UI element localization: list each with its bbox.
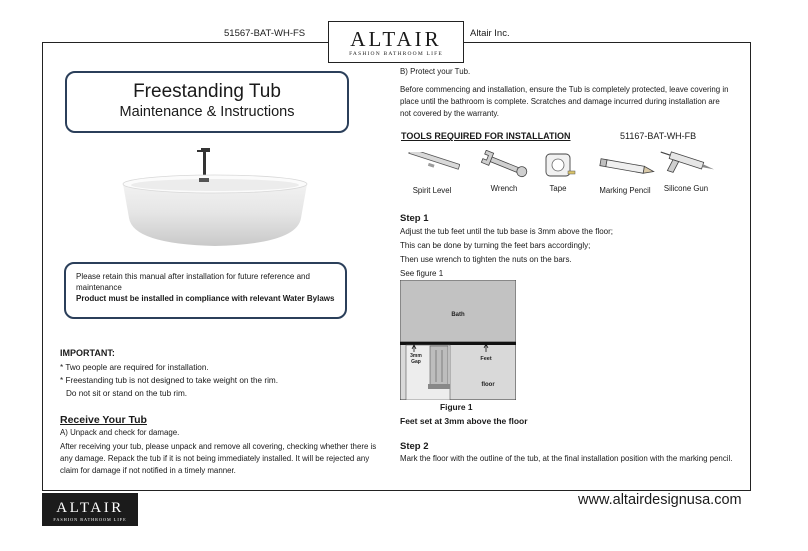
model-code: 51567-BAT-WH-FS bbox=[224, 28, 306, 39]
tool-label: Spirit Level bbox=[412, 186, 452, 195]
tape-measure-icon bbox=[540, 150, 576, 180]
tools-model-code: 51167-BAT-WH-FB bbox=[620, 131, 697, 141]
figure-subcaption: Feet set at 3mm above the floor bbox=[400, 416, 528, 426]
receive-step-a: A) Unpack and check for damage. bbox=[60, 428, 180, 437]
important-heading: IMPORTANT: bbox=[60, 348, 115, 358]
page-title: Freestanding Tub bbox=[133, 81, 281, 102]
title-box bbox=[65, 71, 349, 133]
company-name: Altair Inc. bbox=[470, 28, 510, 39]
tool-label: Marking Pencil bbox=[599, 186, 651, 195]
figure-1-diagram bbox=[400, 280, 516, 400]
step2-heading: Step 2 bbox=[400, 441, 429, 452]
fig-label-gap: 3mm bbox=[410, 353, 422, 359]
tools-heading: TOOLS REQUIRED FOR INSTALLATION bbox=[401, 131, 571, 141]
important-item: Do not sit or stand on the tub rim. bbox=[66, 389, 188, 398]
pencil-icon bbox=[594, 154, 656, 180]
tool-spirit-level bbox=[404, 152, 460, 195]
important-section bbox=[60, 347, 278, 400]
logo-word: ALTAIR bbox=[56, 500, 124, 516]
silicone-gun-icon bbox=[656, 150, 716, 180]
fig-label-gap: Gap bbox=[411, 359, 421, 365]
step1-line: This can be done by turning the feet bars accordingly; bbox=[400, 241, 591, 250]
fig-label-bath: Bath bbox=[451, 312, 465, 318]
receive-text: After receiving your tub, please unpack and remove all covering, checking whether there is any damage. Repack the tub if it is not being immediately installed. It will be rejected any claim for damage if not notified in a timely manner. bbox=[60, 442, 377, 475]
tool-wrench bbox=[478, 150, 530, 193]
tool-label: Wrench bbox=[490, 184, 518, 193]
logo-tagline: FASHION BATHROOM LIFE bbox=[53, 517, 127, 522]
tool-label: Tape bbox=[549, 184, 567, 193]
wrench-icon bbox=[478, 150, 530, 180]
receive-section bbox=[60, 414, 386, 477]
important-item: * Two people are required for installation. bbox=[60, 363, 209, 372]
tool-marking-pencil bbox=[594, 154, 656, 195]
logo-tagline: FASHION BATHROOM LIFE bbox=[349, 51, 443, 57]
tool-label: Silicone Gun bbox=[663, 184, 709, 193]
tool-tape bbox=[540, 150, 576, 193]
protect-section bbox=[400, 66, 732, 120]
fig-label-feet: Feet bbox=[480, 356, 492, 362]
website-url: www.altairdesignusa.com bbox=[578, 492, 742, 508]
bylaws-text: Product must be installed in compliance with relevant Water Bylaws bbox=[76, 294, 335, 303]
logo-word: ALTAIR bbox=[350, 27, 442, 51]
important-item: * Freestanding tub is not designed to take weight on the rim. bbox=[60, 376, 279, 385]
step1-section bbox=[400, 213, 613, 281]
retain-notice bbox=[64, 262, 347, 319]
protect-text: Before commencing and installation, ensure the Tub is completely protected, leave covering in place until the bathroom is complete. Scratches and damage incurred during installation are not covered by the warranty. bbox=[400, 85, 729, 118]
page-subtitle: Maintenance & Instructions bbox=[119, 104, 295, 120]
protect-step-b: B) Protect your Tub. bbox=[400, 67, 471, 76]
step1-line: Adjust the tub feet until the tub base is 3mm above the floor; bbox=[400, 227, 614, 236]
altair-logo bbox=[328, 21, 464, 63]
step1-line: See figure 1 bbox=[400, 269, 444, 278]
footer-logo bbox=[42, 493, 138, 526]
step1-line: Then use wrench to tighten the nuts on the bars. bbox=[400, 255, 572, 264]
step2-text: Mark the floor with the outline of the tub, at the final installation position with the marking pencil. bbox=[400, 454, 733, 463]
retain-text: Please retain this manual after installation for future reference and maintenance bbox=[76, 272, 310, 292]
figure-caption: Figure 1 bbox=[440, 402, 473, 412]
step2-section bbox=[400, 440, 740, 465]
step1-heading: Step 1 bbox=[400, 213, 429, 224]
receive-heading: Receive Your Tub bbox=[60, 414, 147, 426]
spirit-level-icon bbox=[404, 152, 460, 180]
tool-silicone-gun bbox=[656, 150, 716, 193]
tub-image bbox=[115, 148, 315, 250]
fig-label-floor: floor bbox=[481, 382, 495, 388]
